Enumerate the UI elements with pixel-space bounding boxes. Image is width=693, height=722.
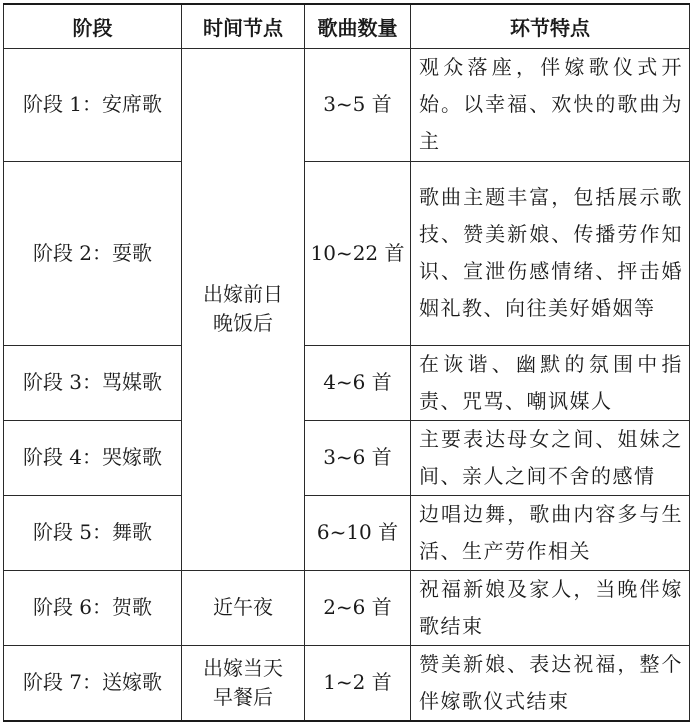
time-cell: 近午夜 — [182, 570, 305, 645]
count-cell: 3~5 首 — [305, 48, 411, 161]
count-cell: 3~6 首 — [305, 420, 411, 495]
desc-cell: 在诙谐、幽默的氛围中指责、咒骂、嘲讽媒人 — [411, 345, 690, 420]
time-line: 早餐后 — [213, 684, 273, 709]
table-header-row — [4, 4, 690, 48]
header-features: 环节特点 — [411, 4, 690, 48]
desc-cell: 祝福新娘及家人，当晚伴嫁歌结束 — [411, 570, 690, 645]
count-cell: 2~6 首 — [305, 570, 411, 645]
stage-cell: 阶段 1：安席歌 — [4, 48, 182, 161]
count-cell: 1~2 首 — [305, 645, 411, 721]
time-line: 出嫁当天 — [203, 655, 283, 680]
count-cell: 10~22 首 — [305, 161, 411, 345]
stage-cell: 阶段 3：骂媒歌 — [4, 345, 182, 420]
desc-cell: 观众落座，伴嫁歌仪式开始。以幸福、欢快的歌曲为主 — [411, 48, 690, 161]
header-time: 时间节点 — [182, 4, 305, 48]
header-stage: 阶段 — [4, 4, 182, 48]
table-row — [4, 345, 690, 420]
table-row — [4, 645, 690, 721]
time-cell-merged — [182, 48, 305, 570]
wedding-song-stages-table — [3, 3, 690, 722]
table-row — [4, 495, 690, 570]
table-row — [4, 570, 690, 645]
stage-cell: 阶段 2：耍歌 — [4, 161, 182, 345]
table-row — [4, 420, 690, 495]
table-row — [4, 48, 690, 161]
time-line: 晚饭后 — [213, 311, 273, 335]
header-count: 歌曲数量 — [305, 4, 411, 48]
desc-cell: 歌曲主题丰富，包括展示歌技、赞美新娘、传播劳作知识、宣泄伤感情绪、抨击婚姻礼教、向往美好婚姻等 — [411, 161, 690, 345]
stage-cell: 阶段 7：送嫁歌 — [4, 645, 182, 721]
stage-cell: 阶段 6：贺歌 — [4, 570, 182, 645]
stage-cell: 阶段 4：哭嫁歌 — [4, 420, 182, 495]
desc-cell: 赞美新娘、表达祝福，整个伴嫁歌仪式结束 — [411, 645, 690, 721]
time-cell — [182, 645, 305, 721]
stage-cell: 阶段 5：舞歌 — [4, 495, 182, 570]
desc-cell: 主要表达母女之间、姐妹之间、亲人之间不舍的感情 — [411, 420, 690, 495]
count-cell: 4~6 首 — [305, 345, 411, 420]
desc-cell: 边唱边舞，歌曲内容多与生活、生产劳作相关 — [411, 495, 690, 570]
count-cell: 6~10 首 — [305, 495, 411, 570]
table-row — [4, 161, 690, 345]
time-line: 出嫁前日 — [203, 282, 283, 306]
